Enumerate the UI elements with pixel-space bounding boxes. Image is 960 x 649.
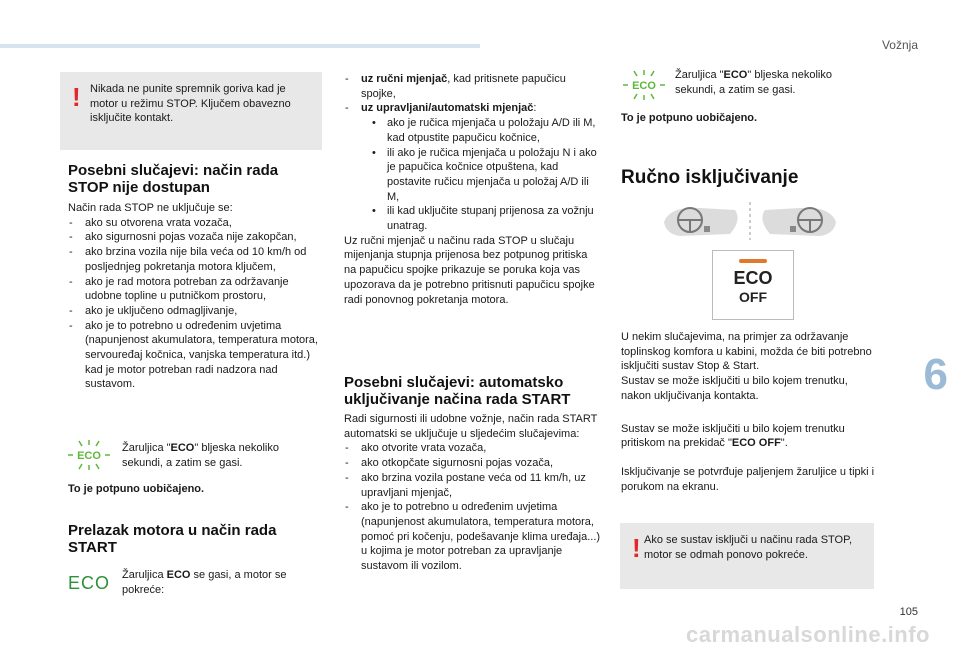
eco-blink-right-b: ECO <box>723 69 748 81</box>
sublist-item: • ako je ručica mjenjača u položaju A/D ili M, kad otpustite papučicu kočnice, <box>361 116 602 145</box>
manual-gearbox-label: uz ručni mjenjač <box>361 73 448 85</box>
eco-lamp-icon: ECO <box>68 573 111 593</box>
automatic-gearbox-label: uz upravljani/automatski mjenjač <box>361 102 534 115</box>
manual-off-p3 <box>621 422 877 451</box>
exclamation-warning-icon: ! <box>72 82 81 112</box>
eco-blink-text-c: " bljeska nekoliko sekundi, a zatim se gasi. <box>122 442 279 469</box>
manual-off-p1: U nekim slučajevima, na primjer za održavanje toplinskog komfora u kabini, možda će biti potrebno isključiti sustav Stop & Start. <box>621 331 872 373</box>
manual-off-p3c: ". <box>780 437 788 450</box>
auto-start-intro: Radi sigurnosti ili udobne vožnje, način rada START automatski se uključuje u sljedećim slučajevima: <box>344 413 598 440</box>
automatic-sublist <box>361 116 602 234</box>
eco-blink-text <box>122 441 322 470</box>
header-bar <box>0 44 480 48</box>
svg-text:ECO: ECO <box>632 80 656 92</box>
stop-intro: Način rada STOP ne uključuje se: <box>68 202 233 214</box>
list-item: - ako otkopčate sigurnosni pojas vozača, <box>344 456 602 471</box>
list-item: - ako sigurnosni pojas vozača nije zakopčan, <box>68 230 326 245</box>
start-conditions-body <box>344 72 602 307</box>
normal-note-left: To je potpuno uobičajeno. <box>68 483 205 495</box>
stop-unavailable-body <box>68 201 326 392</box>
heading-auto-start: Posebni slučajevi: automatsko uključivanje načina rada START <box>344 374 571 408</box>
eco-off-indicator <box>739 259 767 263</box>
list-item <box>344 72 602 101</box>
eco-off-line1: ECO <box>733 268 773 288</box>
automatic-gearbox-text: : <box>533 102 537 115</box>
heading-start-transition: Prelazak motora u način rada START <box>68 522 277 556</box>
chapter-number: 6 <box>923 350 948 399</box>
eco-blink-right-a: Žaruljica " <box>675 69 724 81</box>
eco-lamp-text-b: ECO <box>166 569 191 581</box>
manual-off-p2: Sustav se može isključiti u bilo kojem trenutku, nakon uključivanja kontakta. <box>621 375 848 402</box>
eco-blink-text-a: Žaruljica " <box>122 442 171 454</box>
eco-off-button-icon <box>712 250 794 320</box>
eco-blink-right-c: " bljeska nekoliko sekundi, a zatim se gasi. <box>675 69 832 96</box>
stop-conditions-list <box>68 216 326 392</box>
list-item: - ako je uključeno odmagljivanje, <box>68 304 326 319</box>
list-item: - ako su otvorena vrata vozača, <box>68 216 326 231</box>
heading-manual-off: Ručno isključivanje <box>621 167 799 188</box>
section-name: Vožnja <box>881 38 918 52</box>
manual-off-p4: Isključivanje se potvrđuje paljenjem žaruljice u tipki i porukom na ekranu. <box>621 465 875 493</box>
manual-off-body <box>621 330 877 494</box>
eco-lamp-text <box>122 568 322 597</box>
warning-box-stop <box>620 523 874 589</box>
sublist-item: • ili kad uključite stupanj prijenosa za vožnju unatrag. <box>361 204 602 233</box>
eco-blink-text-b: ECO <box>170 442 195 454</box>
heading-stop-unavailable: Posebni slučajevi: način rada STOP nije dostupan <box>68 162 279 196</box>
list-item: - ako brzina vozila postane veća od 11 km/h, uz upravljani mjenjač, <box>344 471 602 500</box>
manual-gearbox-text: , kad pritisnete papučicu spojke, <box>361 73 566 100</box>
manual-off-p3a: Sustav se može isključiti u bilo kojem trenutku pritiskom na prekidač " <box>621 422 845 450</box>
list-item: - ako otvorite vrata vozača, <box>344 441 602 456</box>
eco-lamp-text-a: Žaruljica <box>122 569 167 581</box>
auto-start-list <box>344 441 602 573</box>
warning-box-fuel <box>60 72 322 150</box>
list-item: - ako brzina vozila nije bila veća od 10 km/h od posljednjeg pokretanja motora ključem, <box>68 245 326 274</box>
eco-blink-text-right <box>675 68 875 97</box>
exclamation-warning-icon: ! <box>632 533 641 563</box>
list-item: - ako je to potrebno u određenim uvjetima (napunjenost akumulatora, temperatura motora, pomoć pri kočenju, podešavanje klima uređaja...) u kojima je motor potreban za upravljanje sustavom ili vozilom. <box>344 500 602 574</box>
svg-text:ECO: ECO <box>77 450 101 462</box>
eco-blinking-lamp-icon <box>66 440 112 470</box>
page-number: 105 <box>899 606 918 618</box>
list-item: - ako je rad motora potreban za održavanje udobne topline u putničkom prostoru, <box>68 275 326 304</box>
dashboard-steering-wheel-icon <box>660 200 840 242</box>
normal-note-right: To je potpuno uobičajeno. <box>621 112 758 124</box>
start-conditions-list <box>344 72 602 234</box>
warning-text: Nikada ne punite spremnik goriva kad je motor u režimu STOP. Ključem obavezno isključite kontakt. <box>90 83 291 124</box>
auto-start-body <box>344 412 602 574</box>
warning-text-stop: Ako se sustav isključi u načinu rada STOP, motor se odmah ponovo pokreće. <box>644 534 853 561</box>
list-item: - ako je to potrebno u određenim uvjetima (napunjenost akumulatora, temperatura motora, servouređaj kočnica, vanjska temperatura itd.) kad je motor potreban radi nadzora nad sustavom. <box>68 319 326 393</box>
manual-off-p3b: ECO OFF <box>731 437 781 450</box>
sublist-item: • ili ako je ručica mjenjača u položaju N i ako je papučica kočnice otpuštena, kad postavite ručicu mjenjača u položaj A/D ili M, <box>361 146 602 205</box>
watermark: carmanualsonline.info <box>686 622 930 647</box>
eco-lamp-text-c: se gasi, a motor se pokreće: <box>122 569 287 596</box>
eco-off-line2: OFF <box>739 289 767 305</box>
clutch-paragraph: Uz ručni mjenjač u načinu rada STOP u slučaju mijenjanja stupnja prijenosa bez potpunog pritiska na papučicu spojke prikazuje se poruka koja vas upozorava da je potrebno pritisnuti papučicu spojke radi ponovnog pokretanja motora. <box>344 234 595 306</box>
eco-blinking-lamp-icon <box>621 70 667 100</box>
list-item <box>344 101 602 233</box>
